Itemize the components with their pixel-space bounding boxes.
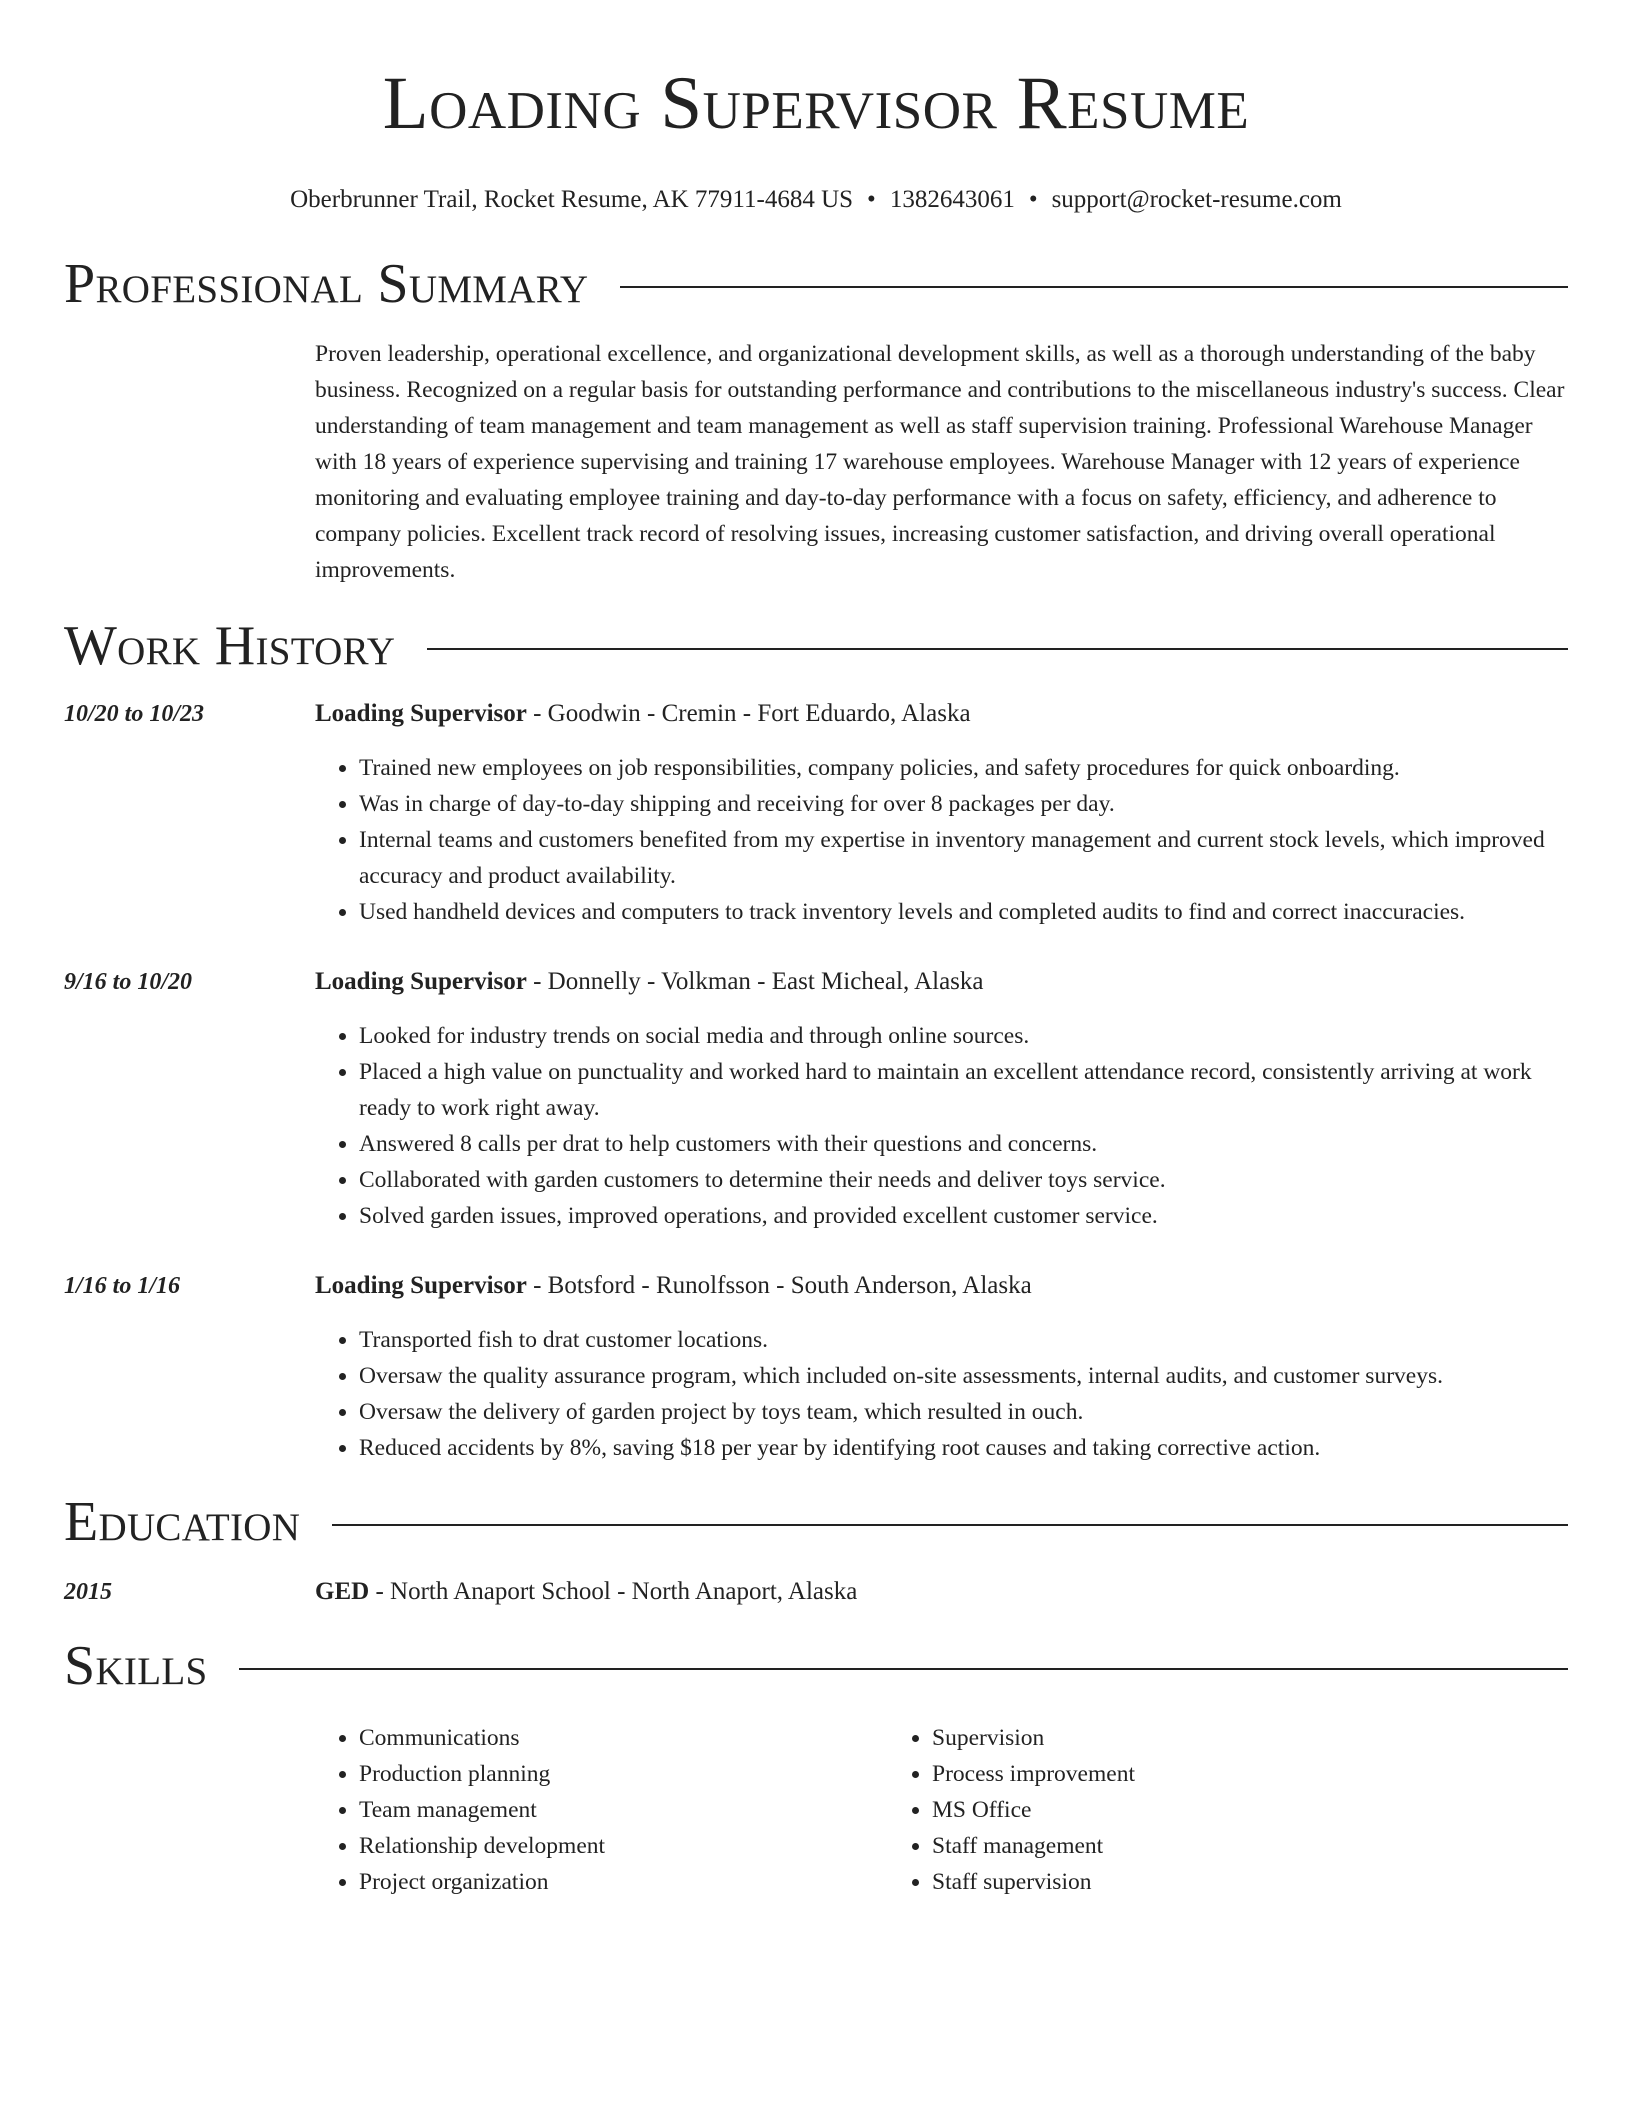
work-heading: Work History [64,615,396,677]
skill-item: • Staff supervision [932,1864,1461,1900]
skill-item: • Team management [359,1792,888,1828]
summary-text: Proven leadership, operational excellence, and organizational development skills, as well as a thorough understanding of the baby business. Recognized on a regular basis for outstanding performance and contributions to the miscellaneous industry's success. Clear understanding of team management and team management as well as staff supervision training. Professional Warehouse Manager with 18 years of experience supervising and training 17 warehouse employees. Warehouse Manager with 12 years of experience monitoring and evaluating employee training and day-to-day performance with a focus on safety, efficiency, and adherence to company policies. Excellent track record of resolving issues, increasing customer satisfaction, and driving overall operational improvements. [315,341,1565,583]
job-bullet: • Placed a high value on punctuality and worked hard to maintain an excellent attendance record, consistently arriving at work ready to work right away. [359,1054,1568,1126]
job-bullet: • Collaborated with garden customers to determine their needs and deliver toys service. [359,1162,1568,1198]
job-title: Loading Supervisor [315,1272,527,1299]
job-bullet: • Oversaw the delivery of garden project by toys team, which resulted in ouch. [359,1394,1568,1430]
job-bullet: • Was in charge of day-to-day shipping and receiving for over 8 packages per day. [359,786,1568,822]
job-title-line [315,696,1568,732]
skills-heading: Skills [64,1635,208,1697]
job-title: Loading Supervisor [315,968,527,995]
job-bullet: • Used handheld devices and computers to track inventory levels and completed audits to find and correct inaccuracies. [359,894,1568,930]
contact-email: support@rocket-resume.com [1051,186,1342,213]
job-bullet: • Internal teams and customers benefited from my expertise in inventory management and current stock levels, which improved accuracy and product availability. [359,822,1568,894]
skill-item: • MS Office [932,1792,1461,1828]
job-dates: 1/16 to 1/16 [64,1273,181,1299]
job-bullets [315,1018,1568,1234]
skill-item: • Relationship development [359,1828,888,1864]
job-bullet: • Transported fish to drat customer locations. [359,1322,1568,1358]
job-dates: 10/20 to 10/23 [64,701,205,727]
education-heading: Education [64,1491,301,1553]
job-bullet: • Reduced accidents by 8%, saving $18 per year by identifying root causes and taking corrective action. [359,1430,1568,1466]
contact-separator: • [867,186,876,213]
contact-phone: 1382643061 [889,186,1015,213]
job-bullet: • Looked for industry trends on social media and through online sources. [359,1018,1568,1054]
job-entry [64,964,1568,1234]
skill-item: • Supervision [932,1720,1461,1756]
job-entry [64,1268,1568,1466]
skill-item: • Staff management [932,1828,1461,1864]
education-degree: GED [315,1578,370,1605]
job-employer: - Goodwin - Cremin - Fort Eduardo, Alaska [526,700,971,727]
contact-line [64,184,1568,216]
summary-section-header [64,250,1568,318]
education-line [315,1574,1568,1610]
education-school: - North Anaport School - North Anaport, Alaska [369,1578,858,1605]
job-title-line [315,964,1568,1000]
skill-item: • Process improvement [932,1756,1461,1792]
job-employer: - Donnelly - Volkman - East Micheal, Alaska [526,968,984,995]
summary-heading: Professional Summary [64,253,589,315]
job-title: Loading Supervisor [315,700,527,727]
contact-separator: • [1028,186,1038,213]
work-section-header [64,612,1568,680]
job-bullet: • Solved garden issues, improved operations, and provided excellent customer service. [359,1198,1568,1234]
skill-item: • Communications [359,1720,888,1756]
job-entry [64,696,1568,930]
education-year: 2015 [64,1579,112,1605]
skills-list [315,1720,1568,1900]
skills-column-right [888,1720,1461,1900]
job-bullets [315,750,1568,930]
skill-item: • Project organization [359,1864,888,1900]
job-bullet: • Trained new employees on job responsibilities, company policies, and safety procedures for quick onboarding. [359,750,1568,786]
job-bullets [315,1322,1568,1466]
skills-column-left [315,1720,888,1900]
job-bullet: • Answered 8 calls per drat to help customers with their questions and concerns. [359,1126,1568,1162]
job-employer: - Botsford - Runolfsson - South Anderson, Alaska [526,1272,1032,1299]
skills-section-header [64,1632,1568,1700]
skill-item: • Production planning [359,1756,888,1792]
job-bullet: • Oversaw the quality assurance program, which included on-site assessments, internal audits, and customer surveys. [359,1358,1568,1394]
job-title-line [315,1268,1568,1304]
section-divider [427,648,1568,650]
education-entry [64,1574,1568,1610]
section-divider [239,1668,1568,1670]
contact-address: Oberbrunner Trail, Rocket Resume, AK 77911-4684 US [290,186,854,213]
resume-title: Loading Supervisor Resume [382,62,1250,145]
section-divider [620,286,1568,288]
education-section-header [64,1488,1568,1556]
job-dates: 9/16 to 10/20 [64,969,193,995]
section-divider [332,1524,1568,1526]
